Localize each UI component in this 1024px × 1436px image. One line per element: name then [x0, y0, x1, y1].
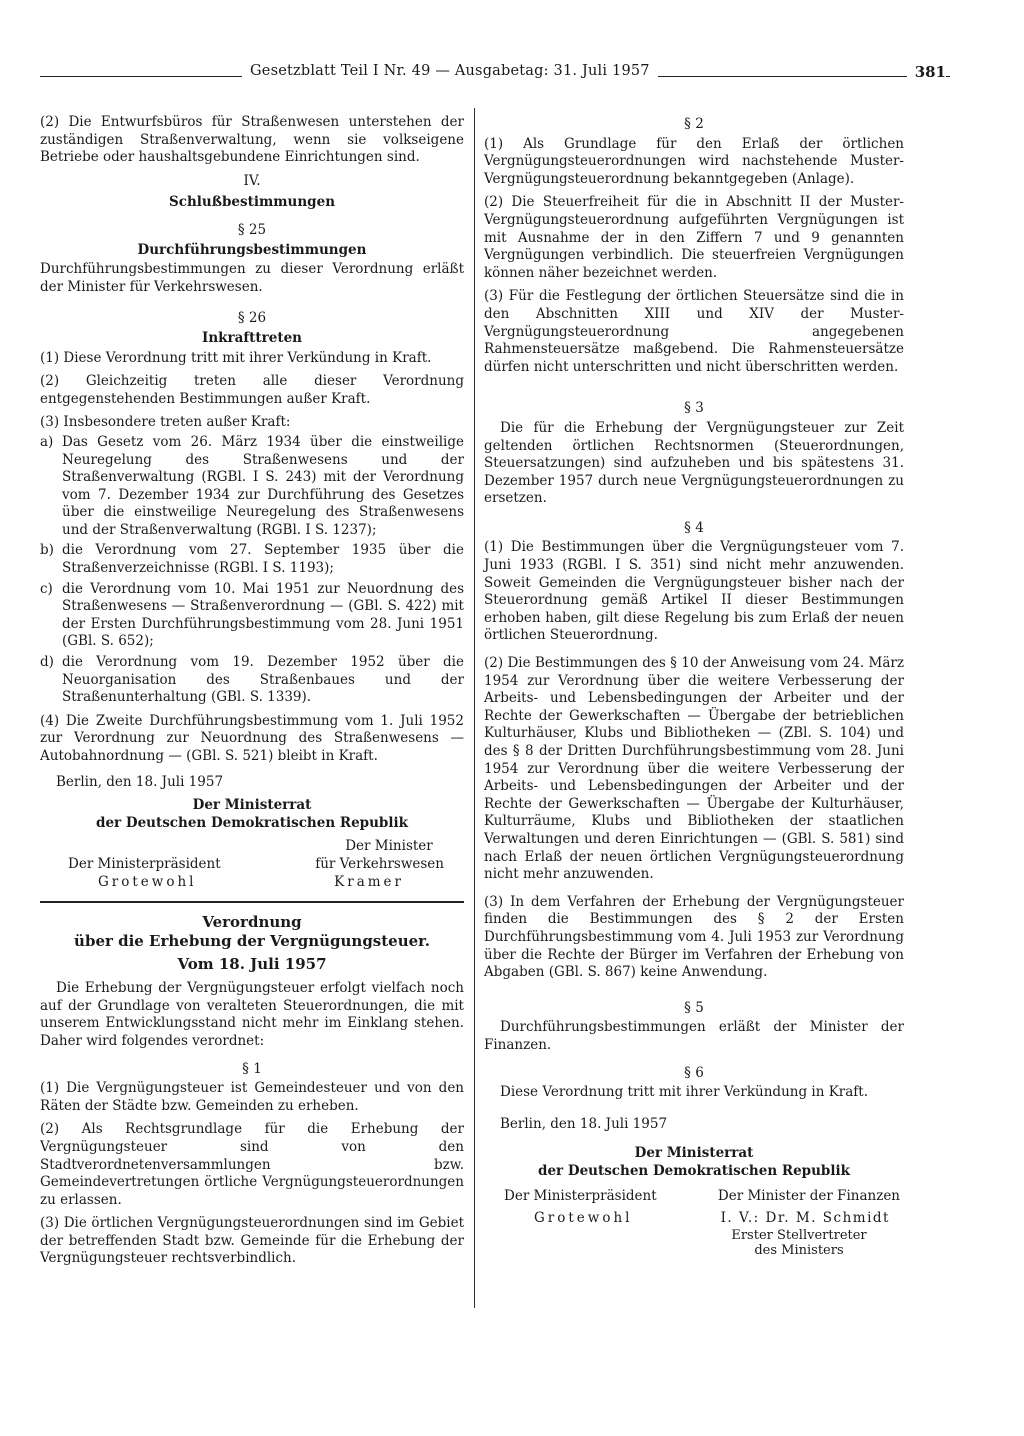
section-number: § 26	[237, 310, 267, 327]
signatory-name: Grotewohl	[534, 1210, 633, 1227]
list-item	[40, 654, 464, 707]
signatory-subtitle: des Ministers	[754, 1242, 844, 1258]
section-number: § 2	[684, 116, 704, 132]
list-text: die Verordnung vom 19. Dezember 1952 über die Neuorganisation des Straßenbaues und der Straßenunterhaltung (GBl. S. 1339).	[62, 654, 464, 706]
paragraph: Diese Verordnung tritt mit ihrer Verkündung in Kraft.	[500, 1084, 868, 1101]
paragraph: (1) Diese Verordnung tritt mit ihrer Verkündung in Kraft.	[40, 349, 432, 366]
section-title: Inkrafttreten	[202, 329, 302, 346]
paragraph: (1) Die Bestimmungen über die Vergnügungsteuer vom 7. Juni 1933 (RGBl. I S. 351) sind nicht mehr anzuwenden. Soweit Gemeinden die Vergnügungsteuer bisher nach der Steuerordnung gemäß Artikel II dieser Bestimmungen erhoben haben, gilt diese Regelung bis zum Erlaß der neuen örtlichen Steuerordnung.	[484, 539, 904, 644]
paragraph: Durchführungsbestimmungen zu dieser Verordnung erläßt der Minister für Verkehrswesen.	[40, 261, 464, 295]
signatory-name: Kramer	[334, 873, 404, 890]
paragraph: (2) Die Steuerfreiheit für die in Abschnitt II der Muster-Vergnügungsteuerordnung aufgeführten Vergnügungen ist mit Ausnahme der in den Ziffern 7 und 9 genannten Vergnügungen verbindlich. Die steuerfreien Vergnügungen können näher bezeichnet werden.	[484, 194, 904, 281]
list-item	[40, 581, 464, 651]
signatory-role: Der Minister der Finanzen	[717, 1188, 900, 1205]
document-title: Verordnung	[202, 913, 302, 932]
document-date: Vom 18. Juli 1957	[177, 955, 327, 974]
council-line: Der Ministerrat	[192, 797, 312, 814]
signatory-role: Der Ministerpräsident	[504, 1188, 657, 1205]
list-item	[40, 542, 464, 577]
signatory-subtitle: Erster Stellvertreter	[731, 1227, 867, 1243]
list-label: c)	[40, 580, 53, 597]
signature-row	[484, 1210, 904, 1228]
page-header	[40, 63, 950, 100]
paragraph: (2) Gleichzeitig treten alle dieser Verordnung entgegenstehenden Bestimmungen außer Kraft.	[40, 373, 464, 407]
paragraph: (1) Die Vergnügungsteuer ist Gemeindesteuer und von den Räten der Städte bzw. Gemeinden zu erheben.	[40, 1080, 464, 1114]
council-line: der Deutschen Demokratischen Republik	[96, 814, 408, 831]
signatory-role: für Verkehrswesen	[315, 855, 444, 872]
signature-row	[484, 1188, 904, 1206]
section-number: § 6	[684, 1064, 704, 1081]
minister-role: Der Minister	[345, 838, 433, 855]
paragraph: Die Erhebung der Vergnügungsteuer erfolgt vielfach noch auf der Grundlage von veralteten Steuerordnungen, die mit unserem Entwicklungsstand nicht mehr im Einklang stehen. Daher wird folgendes verordnet:	[40, 980, 464, 1049]
section-number: § 1	[242, 1060, 262, 1077]
header-title: Gesetzblatt Teil I Nr. 49 — Ausgabetag: 31. Juli 1957	[242, 63, 658, 79]
signatory-role: Der Ministerpräsident	[68, 855, 221, 872]
section-title: Durchführungsbestimmungen	[137, 241, 367, 258]
place-date: Berlin, den 18. Juli 1957	[56, 773, 224, 790]
paragraph: (4) Die Zweite Durchführungsbestimmung vom 1. Juli 1952 zur Verordnung zur Neuordnung des Straßenwesens — Autobahnordnung — (GBl. S. 521) bleibt in Kraft.	[40, 712, 464, 764]
paragraph: (3) Insbesondere treten außer Kraft:	[40, 414, 291, 431]
signature-row	[40, 856, 464, 874]
paragraph: Die für die Erhebung der Vergnügungsteuer zur Zeit geltenden örtlichen Rechtsnormen (Steuerordnungen, Steuersatzungen) sind aufzuheben und bis spätestens 31. Dezember 1957 durch neue Vergnügungsteuerordnungen zu ersetzen.	[484, 419, 904, 507]
signatory-name: I. V.: Dr. M. Schmidt	[720, 1210, 890, 1227]
section-rule	[40, 901, 464, 903]
council-line: der Deutschen Demokratischen Republik	[538, 1162, 850, 1179]
list-label: d)	[40, 654, 54, 671]
list-item	[40, 434, 464, 540]
signature-row	[40, 838, 464, 856]
list-text: Das Gesetz vom 26. März 1934 über die einstweilige Neuregelung des Straßenwesens und der Straßenverwaltung (RGBl. I S. 243) mit der Verordnung vom 7. Dezember 1934 zur Durchführung des Gesetzes über die einstweilige Neuregelung des Straßenwesens und der Straßenverwaltung (RGBl. I S. 1237);	[62, 433, 464, 538]
list-text: die Verordnung vom 27. September 1935 über die Straßenverzeichnisse (RGBl. I S. 1193);	[62, 542, 464, 577]
left-column	[40, 114, 464, 1274]
signature-block	[484, 1145, 904, 1257]
place-date: Berlin, den 18. Juli 1957	[500, 1115, 668, 1132]
paragraph: (2) Die Bestimmungen des § 10 der Anweisung vom 24. März 1954 zur Verordnung über die weitere Verbesserung der Arbeits- und Lebensbedingungen der Arbeiter und der Rechte der Gewerkschaften — Übergabe der betrieblichen Kulturhäuser, Klubs und Bibliotheken — (ZBl. S. 104) und des § 8 der Dritten Durchführungsbestimmung vom 28. Juni 1954 zur Verordnung über die weitere Verbesserung der Arbeits- und Lebensbedingungen der Arbeiter und der Rechte der Gewerkschaften — Übergabe der Kulturhäuser, Kulturräume, Klubs und Bibliotheken der staatlichen Verwaltungen und deren Einrichtungen — (GBl. S. 581) sind nach Erlaß der neuen örtlichen Vergnügungsteuerordnung nicht mehr anzuwenden.	[484, 655, 904, 883]
section-number: § 25	[237, 221, 267, 238]
part-title: Schlußbestimmungen	[168, 194, 336, 211]
signature-row	[40, 874, 464, 892]
paragraph: (1) Als Grundlage für den Erlaß der örtlichen Vergnügungsteuerordnungen wird nachstehende Muster-Vergnügungsteuerordnung bekanntgegeben (Anlage).	[484, 135, 904, 187]
paragraph: (2) Die Entwurfsbüros für Straßenwesen unterstehen der zuständigen Straßenverwaltung, wenn sie volkseigene Betriebe oder haushaltsgebundene Einrichtungen sind.	[40, 114, 464, 166]
document-title: über die Erhebung der Vergnügungsteuer.	[74, 932, 430, 951]
paragraph: (3) Die örtlichen Vergnügungsteuerordnungen sind im Gebiet der betreffenden Stadt bzw. Gemeinde für die Erhebung der Vergnügungsteuer rechtsverbindlich.	[40, 1215, 464, 1267]
list-label: b)	[40, 542, 54, 559]
council-line: Der Ministerrat	[634, 1145, 754, 1162]
list-label: a)	[40, 433, 54, 450]
part-number: IV.	[243, 172, 261, 189]
signature-block	[40, 797, 464, 891]
section-number: § 5	[684, 999, 704, 1016]
list-text: die Verordnung vom 10. Mai 1951 zur Neuordnung des Straßenwesens — Straßenverordnung — (GBl. S. 422) mit der Ersten Durchführungsbestimmung vom 28. Juni 1951 (GBl. S. 652);	[62, 580, 464, 650]
signatory-name: Grotewohl	[98, 873, 197, 890]
paragraph: (3) Für die Festlegung der örtlichen Steuersätze sind die in den Abschnitten XIII und XIV der Muster-Vergnügungsteuerordnung angegebenen Rahmensteuersätze maßgebend. Die Rahmensteuersätze dürfen nicht unterschritten und nicht überschritten werden.	[484, 288, 904, 375]
paragraph: (3) In dem Verfahren der Erhebung der Vergnügungsteuer finden die Bestimmungen des § 2 der Ersten Durchführungsbestimmung vom 4. Juli 1953 zur Verordnung über die Rechte der Bürger im Verfahren der Erhebung von Abgaben (GBl. S. 867) keine Anwendung.	[484, 893, 904, 981]
paragraph: Durchführungsbestimmungen erläßt der Minister der Finanzen.	[484, 1019, 904, 1053]
section-number: § 4	[684, 519, 704, 536]
page-number: 381	[907, 63, 946, 81]
column-divider	[474, 108, 475, 1308]
right-column	[484, 114, 904, 1258]
section-number: § 3	[684, 400, 704, 417]
paragraph: (2) Als Rechtsgrundlage für die Erhebung der Vergnügungsteuer sind von den Stadtverordnetenversammlungen bzw. Gemeindevertretungen örtliche Vergnügungsteuerordnungen zu erlassen.	[40, 1121, 464, 1208]
